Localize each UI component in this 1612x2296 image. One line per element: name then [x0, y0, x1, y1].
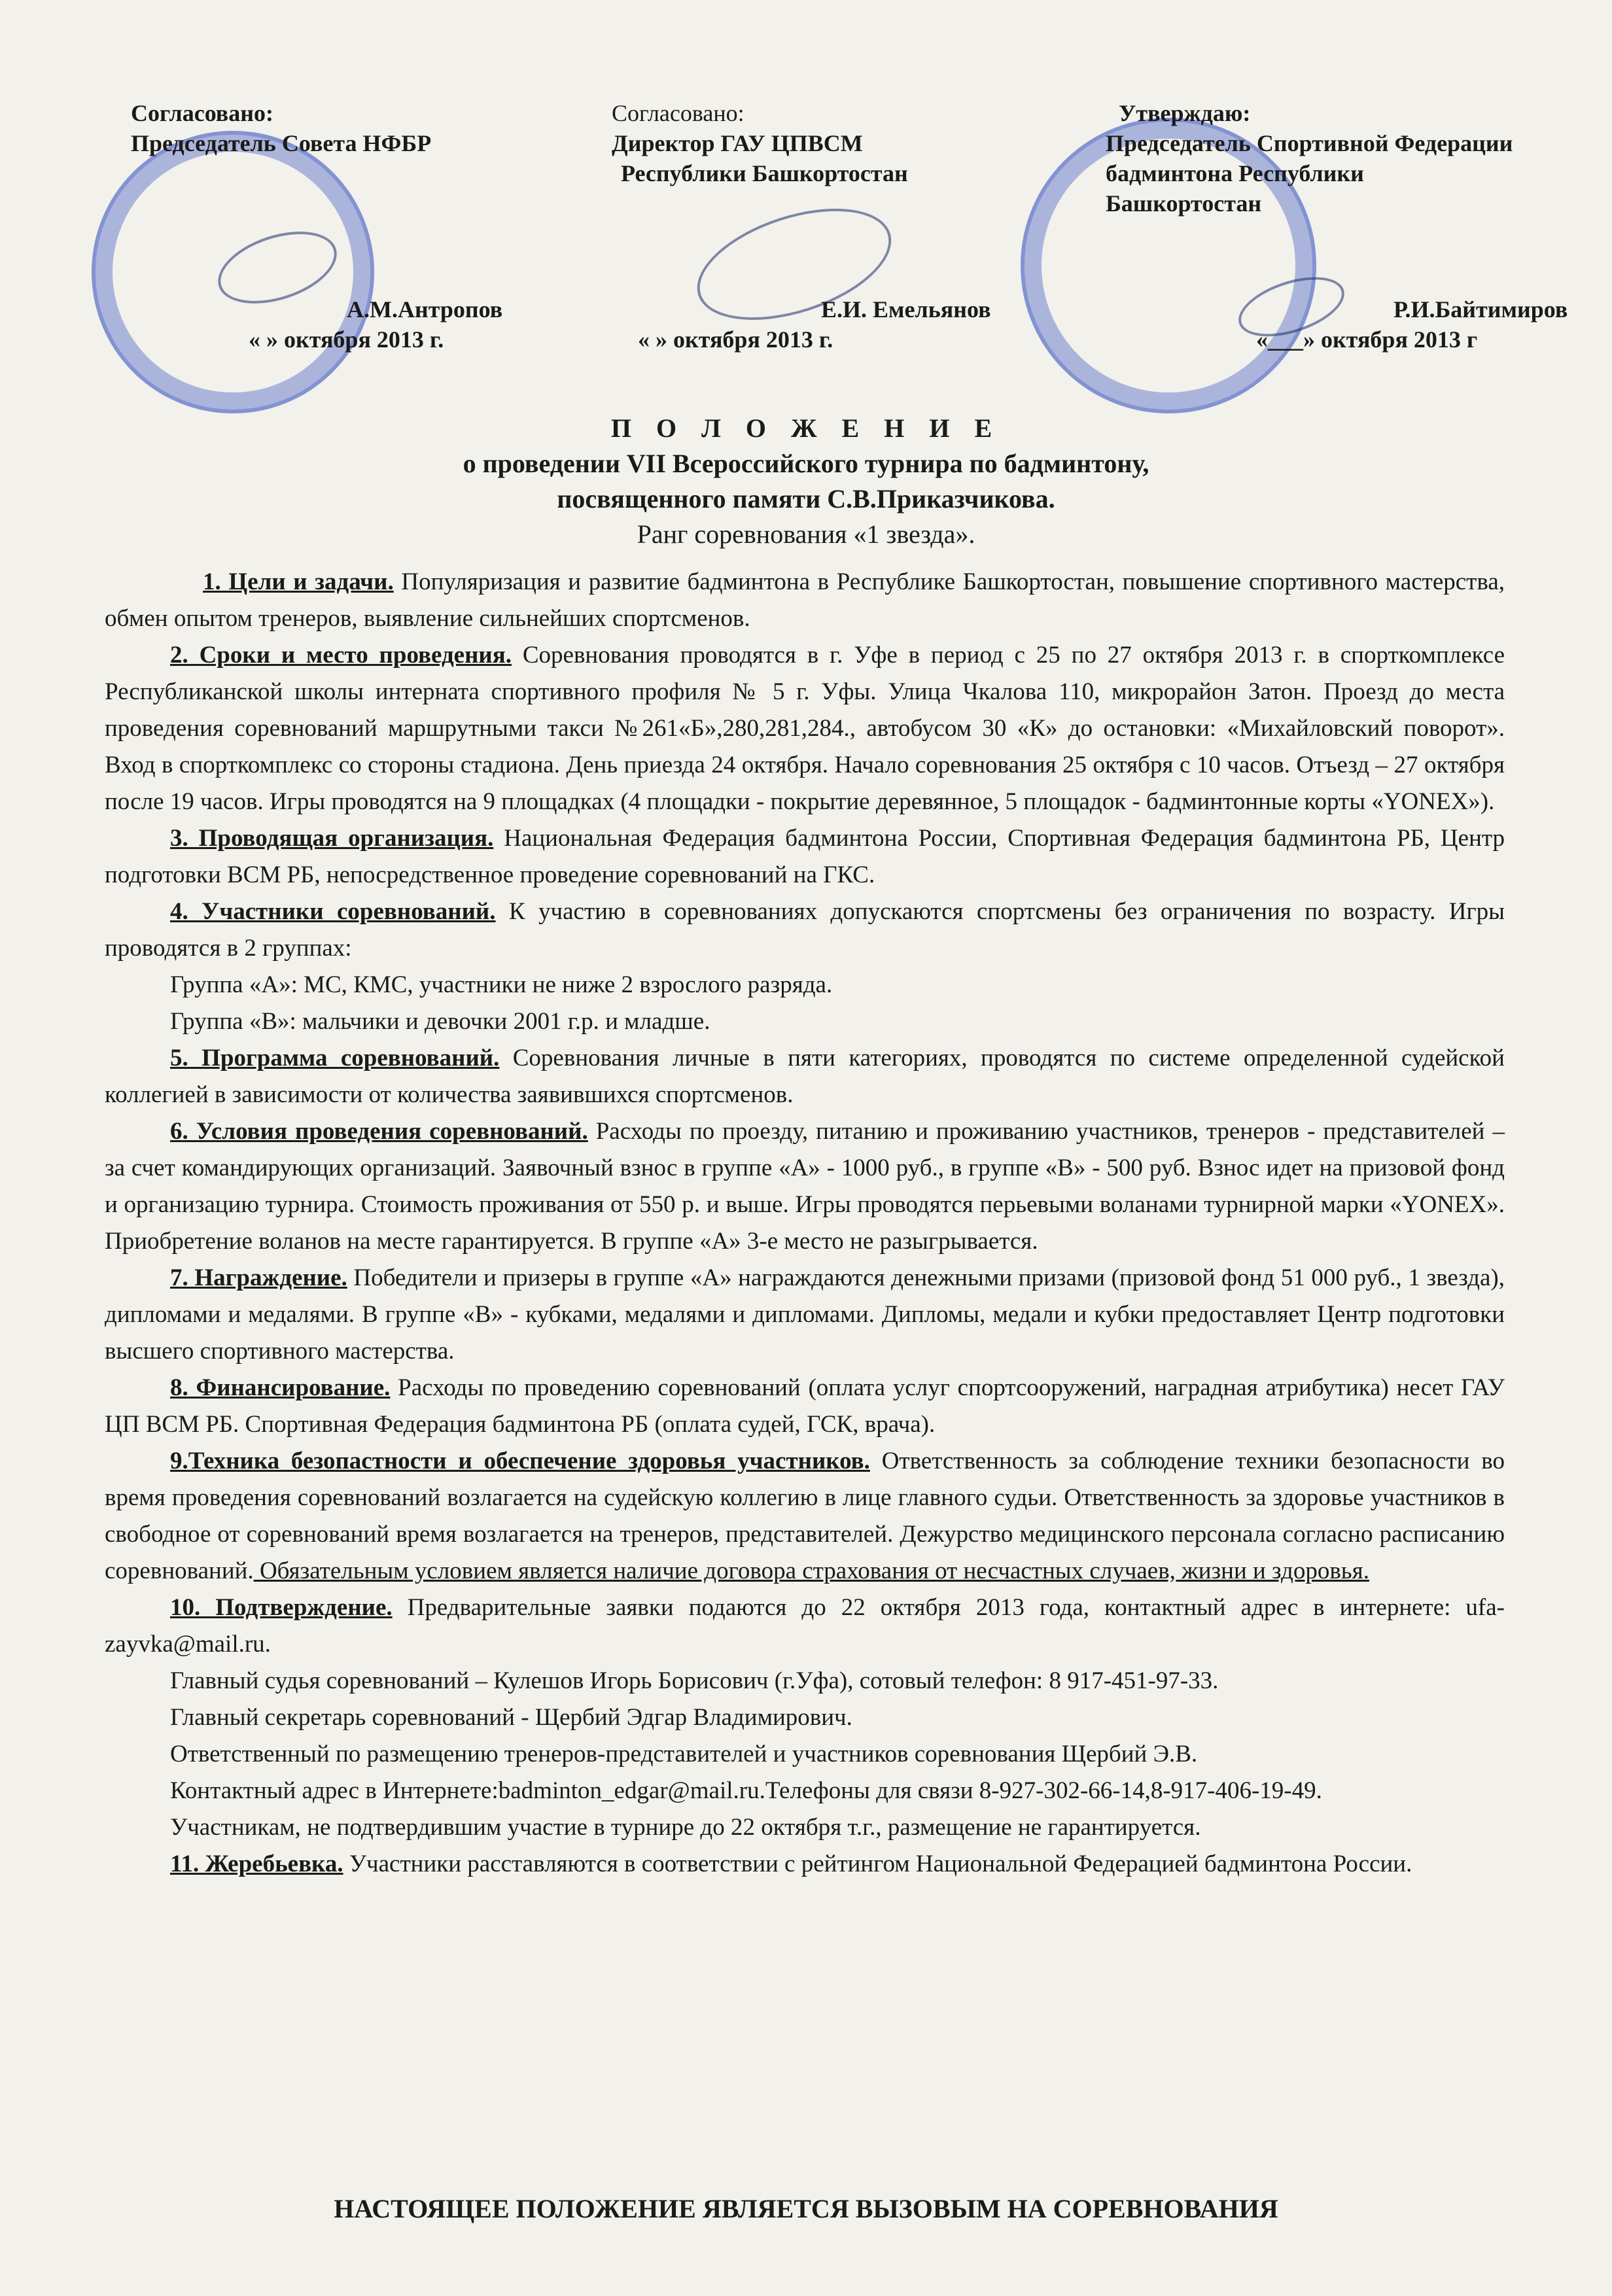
accommodation-responsible: Ответственный по размещению тренеров-представителей и участников соревнования Щербий Э.В.: [170, 1741, 1198, 1767]
approval-title: Директор ГАУ ЦПВСМ: [612, 130, 863, 156]
approval-label: Согласовано:: [612, 100, 745, 126]
approval-header: [0, 98, 1612, 386]
closing-statement: НАСТОЯЩЕЕ ПОЛОЖЕНИЕ ЯВЛЯЕТСЯ ВЫЗОВЫМ НА СОРЕВНОВАНИЯ: [334, 2194, 1278, 2223]
contact-info: Контактный адрес в Интернете:badminton_edgar@mail.ru.Телефоны для связи 8-927-302-66-14,8-917-406-19-49.: [170, 1777, 1322, 1804]
section-6: [105, 1113, 1505, 1260]
approval-signer: Е.И. Емельянов: [821, 296, 991, 322]
section-2-heading: 2. Сроки и место проведения.: [170, 642, 512, 669]
section-6-heading: 6. Условия проведения соревнований.: [170, 1118, 588, 1145]
section-3-heading: 3. Проводящая организация.: [170, 825, 494, 852]
approval-signer: А.М.Антропов: [347, 296, 503, 322]
section-11-text: Участники расставляются в соответствии с рейтингом Национальной Федерацией бадминтона России.: [343, 1851, 1412, 1877]
document-subtitle-2: посвященного памяти С.В.Приказчикова.: [557, 484, 1055, 513]
approval-title-2: Республики Башкортостан: [621, 160, 908, 186]
approval-title-2: бадминтона Республики: [1106, 160, 1364, 186]
approval-signer: Р.И.Байтимиров: [1393, 296, 1568, 322]
section-7-text: Победители и призеры в группе «А» награждаются денежными призами (призовой фонд 51 000 руб., 1 звезда), дипломами и медалями. В группе «В» - кубками, медалями и дипломами. Дипломы, медали и кубки предоставляет Центр подготовки высшего спортивного мастерства.: [105, 1264, 1505, 1365]
competition-rank: Ранг соревнования «1 звезда».: [637, 519, 975, 549]
insurance-requirement: Обязательным условием является наличие договора страхования от несчастных случаев, жизни и здоровья.: [253, 1557, 1369, 1584]
section-5: [105, 1040, 1505, 1113]
section-4: [105, 894, 1505, 967]
section-4-heading: 4. Участники соревнований.: [170, 898, 496, 925]
section-3-text: Национальная Федерация бадминтона России, Спортивная Федерация бадминтона РБ, Центр подготовки ВСМ РБ, непосредственное проведение соревнований на ГКС.: [105, 825, 1505, 888]
approval-block-3: [1106, 98, 1590, 353]
section-5-heading: 5. Программа соревнований.: [170, 1045, 500, 1071]
section-2: [105, 637, 1505, 820]
approval-label: Согласовано:: [131, 100, 273, 126]
document-subtitle-1: о проведении VII Всероссийского турнира по бадминтону,: [463, 449, 1149, 478]
approval-label: Утверждаю:: [1119, 100, 1251, 126]
section-11-heading: 11. Жеребьевка.: [170, 1851, 343, 1877]
section-2-text: Соревнования проводятся в г. Уфе в период с 25 по 27 октября 2013 г. в спорткомплексе Республиканской школы интерната спортивного профиля № 5 г. Уфы. Улица Чкалова 110, микрорайон Затон. Проезд до места проведения соревнований маршрутными такси №261«Б»,280,281,284., автобусом 30 «К» до остановки: «Михайловский поворот». Вход в спорткомплекс со стороны стадиона. День приезда 24 октября. Начало соревнования 25 октября с 10 часов. Отъезд – 27 октября после 19 часов. Игры проводятся на 9 площадках (4 площадки - покрытие деревянное, 5 площадок - бадминтонные корты «YONEX»).: [105, 642, 1505, 815]
chief-secretary: Главный секретарь соревнований - Щербий Эдгар Владимирович.: [170, 1704, 852, 1731]
accommodation-notice: Участникам, не подтвердившим участие в турнире до 22 октября т.г., размещение не гарантируется.: [170, 1814, 1201, 1841]
section-8-text: Расходы по проведению соревнований (оплата услуг спортсооружений, наградная атрибутика) несет ГАУ ЦП ВСМ РБ. Спортивная Федерация бадминтона РБ (оплата судей, ГСК, врача).: [105, 1374, 1505, 1438]
section-7-heading: 7. Награждение.: [170, 1264, 347, 1291]
section-9-heading: 9.Техника безопастности и обеспечение здоровья участников.: [170, 1448, 870, 1474]
approval-block-1: [131, 98, 536, 353]
group-a: Группа «А»: МС, КМС, участники не ниже 2 взрослого разряда.: [170, 971, 833, 998]
section-1-text: Популяризация и развитие бадминтона в Республике Башкортостан, повышение спортивного мастерства, обмен опытом тренеров, выявление сильнейших спортсменов.: [105, 568, 1505, 632]
section-5-text: Соревнования личные в пяти категориях, проводятся по системе определенной судейской коллегией в зависимости от количества заявившихся спортсменов.: [105, 1045, 1505, 1108]
approval-date: «___» октября 2013 г: [1256, 326, 1478, 353]
approval-title: Председатель Спортивной Федерации: [1106, 130, 1513, 156]
section-1-heading: 1. Цели и задачи.: [203, 568, 394, 595]
approval-date: « » октября 2013 г.: [638, 326, 833, 353]
section-6-text: Расходы по проезду, питанию и проживанию участников, тренеров - представителей – за счет командирующих организаций. Заявочный взнос в группе «А» - 1000 руб., в группе «В» - 500 руб. Взнос идет на призовой фонд и организацию турнира. Стоимость проживания от 550 р. и выше. Игры проводятся перьевыми воланами турнирной марки «YONEX». Приобретение воланов на месте гарантируется. В группе «А» 3-е место не разыгрывается.: [105, 1118, 1505, 1255]
section-10: [105, 1590, 1505, 1663]
section-8: [105, 1370, 1505, 1443]
section-8-heading: 8. Финансирование.: [170, 1374, 391, 1401]
document-title-block: [0, 411, 1612, 552]
approval-title-3: Башкортостан: [1106, 190, 1262, 217]
section-4-text: К участию в соревнованиях допускаются спортсмены без ограничения по возрасту. Игры проводятся в 2 группах:: [105, 898, 1505, 962]
group-b: Группа «В»: мальчики и девочки 2001 г.р. и младше.: [170, 1008, 710, 1035]
document-body: [105, 564, 1505, 1883]
section-3: [105, 820, 1505, 894]
section-10-heading: 10. Подтверждение.: [170, 1594, 393, 1621]
approval-date: « » октября 2013 г.: [249, 326, 444, 353]
section-9-text: Ответственность за соблюдение техники безопасности во время проведения соревнований возлагается на судейскую коллегию в лице главного судьи. Ответственность за здоровье участников в свободное от соревнований время возлагается на тренеров, представителей. Дежурство медицинского персонала согласно расписанию соревнований.: [105, 1448, 1505, 1584]
section-11: [105, 1846, 1505, 1883]
section-9: [105, 1443, 1505, 1590]
section-10-text: Предварительные заявки подаются до 22 октября 2013 года, контактный адрес в интернете: ufa-zayvka@mail.ru.: [105, 1594, 1505, 1658]
section-7: [105, 1260, 1505, 1370]
approval-title: Председатель Совета НФБР: [131, 130, 432, 156]
approval-block-2: [612, 98, 1017, 353]
document-title: П О Л О Ж Е Н И Е: [610, 413, 1002, 443]
chief-judge: Главный судья соревнований – Кулешов Игорь Борисович (г.Уфа), сотовый телефон: 8 917-451-97-33.: [170, 1667, 1219, 1694]
section-1: [105, 564, 1505, 637]
